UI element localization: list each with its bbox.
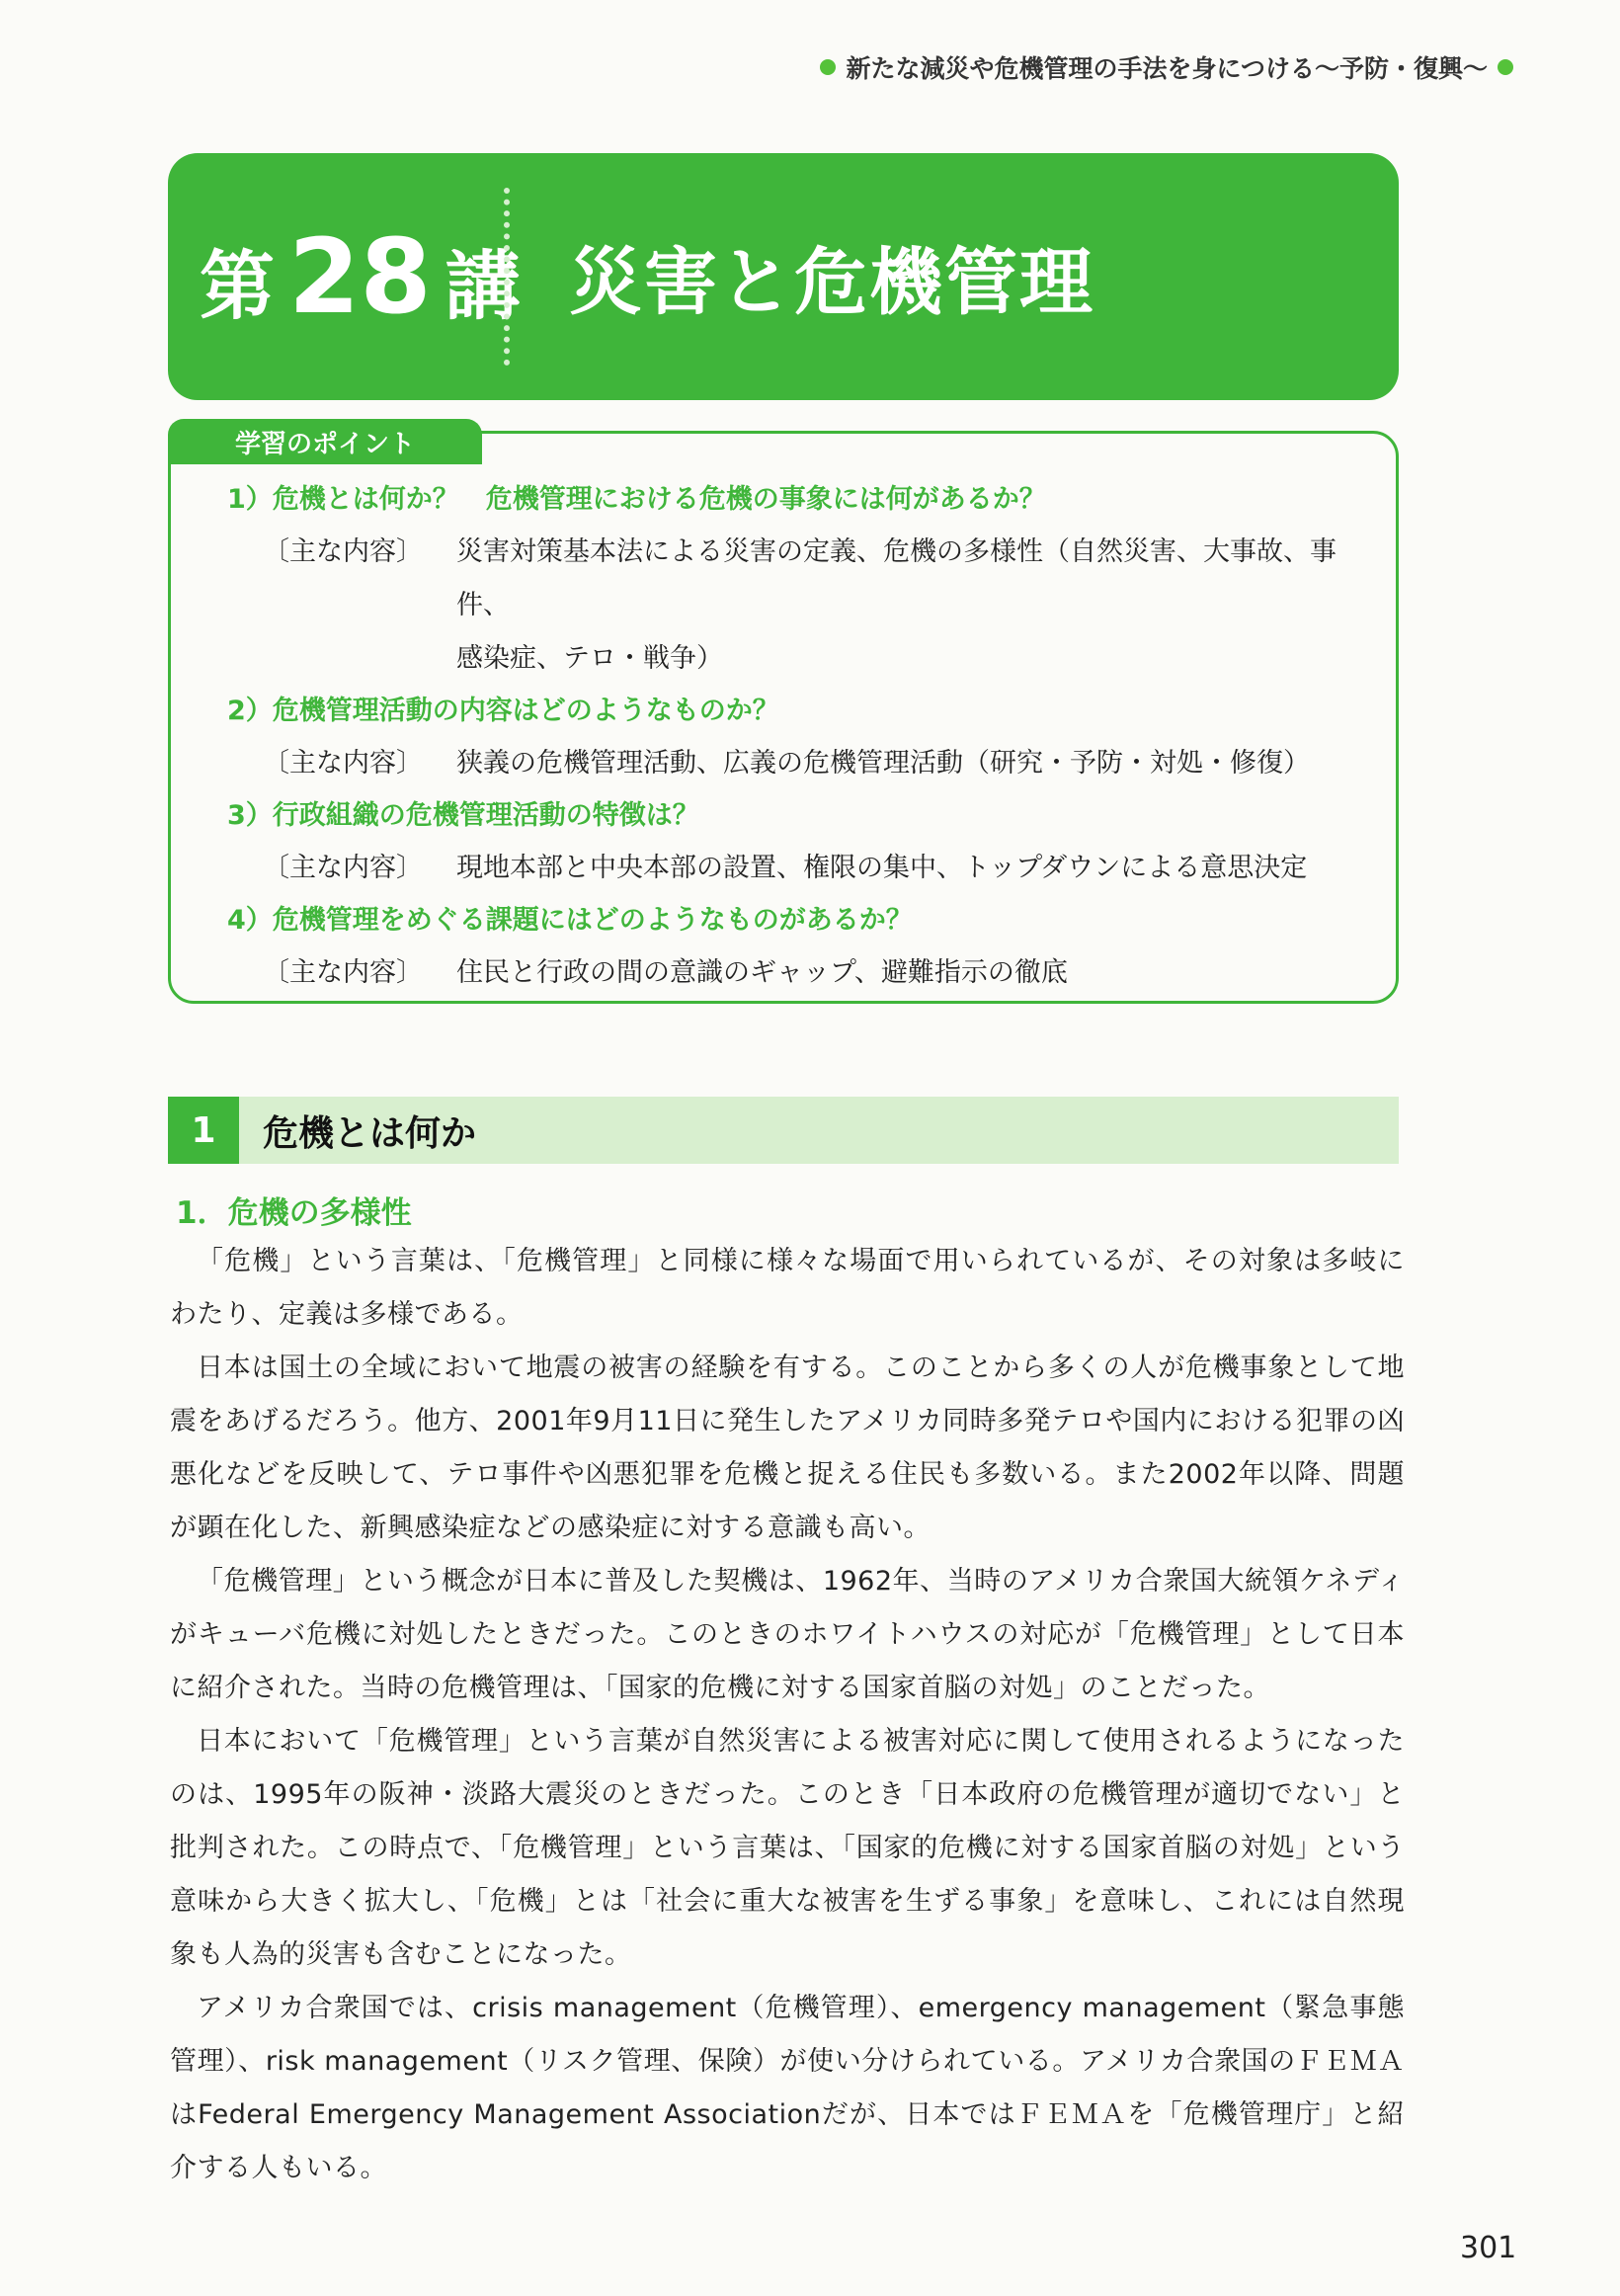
section-title: 危機とは何か <box>263 1112 477 1154</box>
point-label: 〔主な内容〕 <box>263 536 423 567</box>
point-label: 〔主な内容〕 <box>263 853 423 883</box>
point-content-line: 現地本部と中央本部の設置、権限の集中、トップダウンによる意思決定 <box>456 853 1308 883</box>
paragraph: 「危機」という言葉は、「危機管理」と同様に様々な場面で用いられているが、その対象は多岐にわたり、定義は多様である。 <box>170 1246 1405 1330</box>
bullet-dot-icon <box>1498 59 1513 75</box>
point-content-line: 住民と行政の間の意識のギャップ、避難指示の徹底 <box>456 957 1068 988</box>
point-content <box>456 737 1363 790</box>
point-label: 〔主な内容〕 <box>263 957 423 988</box>
point-content <box>456 526 1363 686</box>
lecture-number-value: 28 <box>288 216 432 337</box>
bullet-dot-icon <box>820 59 836 75</box>
subsection-title: 1．危機の多様性 <box>176 1195 412 1231</box>
point-question: 1）危機とは何か？ 危機管理における危機の事象には何があるか？ <box>227 484 1046 515</box>
learning-points-tab: 学習のポイント <box>168 419 482 464</box>
point-question: 2）危機管理活動の内容はどのようなものか？ <box>227 696 779 726</box>
section-number: 1 <box>168 1097 239 1164</box>
banner-divider <box>504 188 510 366</box>
point-question: 3）行政組織の危機管理活動の特徴は？ <box>227 800 699 831</box>
lecture-suffix: 講 <box>445 242 521 330</box>
body-text <box>170 1235 1405 2195</box>
point-detail <box>227 526 1363 686</box>
lecture-banner <box>168 153 1399 400</box>
point-content-line: 狭義の危機管理活動、広義の危機管理活動（研究・予防・対処・修復） <box>456 748 1310 779</box>
running-header <box>820 49 1513 85</box>
paragraph: アメリカ合衆国では、crisis management（危機管理）、emergency management（緊急事態管理）、risk management（リスク管理、保険）が使い分けられている。アメリカ合衆国のＦＥＭＡはFederal Emergency Management Associationだが、日本ではＦＥＭＡを「危機管理庁」と紹介する人もいる。 <box>170 1993 1405 2183</box>
point-content-line: 災害対策基本法による災害の定義、危機の多様性（自然災害、大事故、事件、 <box>456 536 1336 620</box>
paragraph: 「危機管理」という概念が日本に普及した契機は、1962年、当時のアメリカ合衆国大統領ケネディがキューバ危機に対処したときだった。このときのホワイトハウスの対応が「危機管理」として日本に紹介された。当時の危機管理は、「国家的危機に対する国家首脳の対処」のことだった。 <box>170 1566 1405 1703</box>
running-header-text: 新たな減災や危機管理の手法を身につける～予防・復興～ <box>846 54 1488 83</box>
point-content-line: 感染症、テロ・戦争） <box>456 643 723 674</box>
point-detail <box>227 737 1363 790</box>
lecture-prefix: 第 <box>200 242 275 330</box>
learning-points-list <box>227 474 1363 1000</box>
paragraph: 日本は国土の全域において地震の被害の経験を有する。このことから多くの人が危機事象として地震をあげるだろう。他方、2001年9月11日に発生したアメリカ同時多発テロや国内における犯罪の凶悪化などを反映して、テロ事件や凶悪犯罪を危機と捉える住民も多数いる。また2002年以降、問題が顕在化した、新興感染症などの感染症に対する意識も高い。 <box>170 1353 1405 1543</box>
lecture-title: 災害と危機管理 <box>569 240 1094 325</box>
point-question: 4）危機管理をめぐる課題にはどのようなものがあるか？ <box>227 905 913 936</box>
point-label: 〔主な内容〕 <box>263 748 423 779</box>
point-content <box>456 946 1363 1000</box>
point-content <box>456 842 1363 895</box>
section-heading <box>168 1097 1399 1164</box>
paragraph: 日本において「危機管理」という言葉が自然災害による被害対応に関して使用されるようになったのは、1995年の阪神・淡路大震災のときだった。このとき「日本政府の危機管理が適切でない」と批判された。この時点で、「危機管理」という言葉は、「国家的危機に対する国家首脳の対処」という意味から大きく拡大し、「危機」とは「社会に重大な被害を生ずる事象」を意味し、これには自然現象も人為的災害も含むことになった。 <box>170 1726 1405 1970</box>
point-detail <box>227 842 1363 895</box>
page-number: 301 <box>1460 2231 1517 2265</box>
lecture-number <box>168 216 521 337</box>
point-detail <box>227 946 1363 1000</box>
